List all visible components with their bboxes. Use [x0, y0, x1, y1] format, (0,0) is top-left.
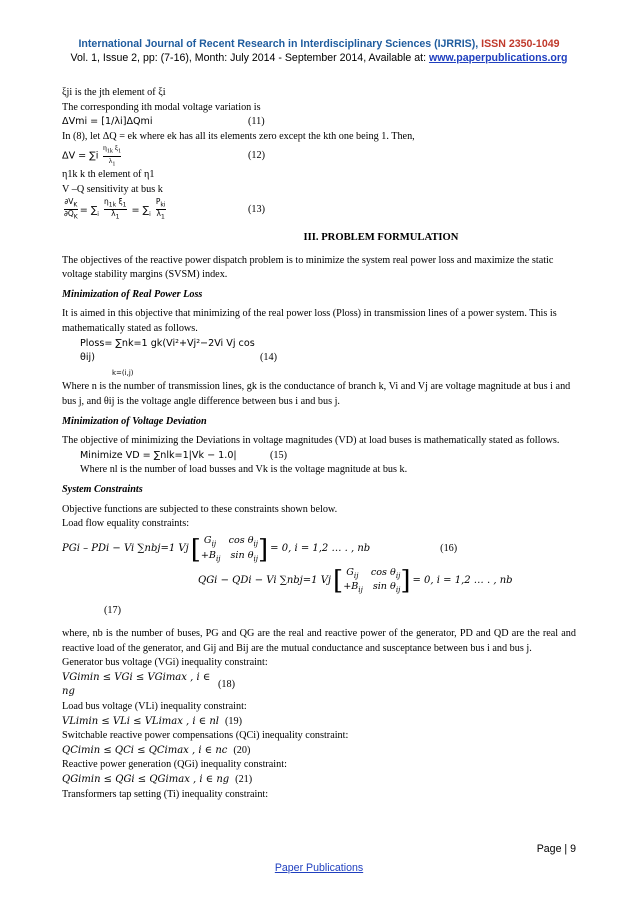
publisher-link[interactable]: Paper Publications [274, 862, 364, 874]
equation-12 [62, 144, 576, 168]
matrix: [ $G_{ij}$ $\cos \theta_{ij}$ $+B_{ij}$ $\sin \theta_{ij}$ ] [333, 566, 411, 597]
equation-subscript: k=(i,j) [112, 368, 134, 377]
paragraph: Generator bus voltage (VGi) inequality constraint: [62, 657, 268, 669]
page-number: Page | 9 [536, 843, 576, 855]
paragraph: Objective functions are subjected to these constraints shown below. [62, 503, 338, 515]
equation-body: QGimin ≤ QGi ≤ QGimax , i ∈ ng [62, 773, 230, 785]
equation-body: Minimize VD = ∑nlk=1|Vk − 1.0| [80, 449, 237, 461]
paragraph: Reactive power generation (QGi) inequality constraint: [62, 759, 287, 771]
equation-number: (21) [235, 773, 253, 785]
text-line: V –Q sensitivity at bus k [62, 183, 163, 195]
equation-number: (15) [270, 449, 287, 461]
equation-17 [198, 567, 576, 597]
equation-14 [62, 337, 576, 381]
equation-rhs: = 0, i = 1,2 … . , nb [412, 575, 513, 587]
equation-16 [62, 535, 576, 565]
paragraph: The objective of minimizing the Deviations in voltage magnitudes (VD) at load buses is mathematically stated as follows. [62, 435, 560, 447]
page-content [62, 86, 576, 802]
paragraph: Switchable reactive power compensations (QCi) inequality constraint: [62, 730, 349, 742]
equation-11 [62, 115, 576, 130]
journal-header [0, 38, 638, 50]
paragraph: where, nb is the number of buses, PG and QG are the real and reactive power of the generator, PD and QD are the real and reactive load of the generator, and Gij and Bij are the mutual conductance and susceptance between bus i and bus j. [62, 627, 576, 654]
text-line: The corresponding ith modal voltage variation is [62, 101, 261, 113]
equation-rhs: = 0, i = 1,2 … . , nb [270, 543, 371, 555]
volume-info: Vol. 1, Issue 2, pp: (7-16), Month: July 2014 - September 2014, Available at: [70, 52, 427, 64]
equation-body: VGimin ≤ VGi ≤ VGimax , i ∈ ng [62, 671, 211, 698]
equation-number: (20) [233, 744, 251, 756]
equation-body: ΔV = ∑i [62, 150, 99, 162]
subheading: Minimization of Voltage Deviation [62, 415, 207, 427]
equation-body: QGi − QDi − Vi ∑nbj=1 Vj [198, 575, 332, 587]
equation-19 [62, 715, 576, 730]
volume-line [0, 52, 638, 64]
equation-number: (18) [218, 679, 235, 691]
equation-body: ΔVmi = [1/λi]ΔQmi [62, 116, 153, 128]
matrix: [ $G_{ij}$ $\cos \theta_{ij}$ $+B_{ij}$ $\sin \theta_{ij}$ ] [190, 534, 269, 565]
equation-body: VLimin ≤ VLi ≤ VLimax , i ∈ nl [62, 715, 219, 727]
subheading: Minimization of Real Power Loss [62, 288, 203, 300]
paragraph: Where nl is the number of load busses and Vk is the voltage magnitude at bus k. [80, 464, 408, 476]
paragraph: Load flow equality constraints: [62, 518, 190, 530]
equation-body: Ploss= ∑nk=1 gk(Vi²+Vj²−2Vi Vj cos θij) [80, 337, 255, 364]
paragraph: Where n is the number of transmission lines, gk is the conductance of branch k, Vi and Vj are voltage magnitude at bus i and bus j, and θij is the voltage angle difference between bus i and bus j. [62, 381, 571, 407]
equation-number: (11) [248, 116, 265, 128]
section-title: III. PROBLEM FORMULATION [303, 232, 459, 244]
equation-15 [62, 449, 576, 464]
text-line: In (8), let ΔQ = ek where ek has all its elements zero except the kth one being 1. Then, [62, 130, 415, 142]
equation-21 [62, 773, 576, 788]
paragraph: The objectives of the reactive power dispatch problem is to minimize the system real power loss and maximize the static voltage stability margins (SVSM) index. [62, 254, 554, 281]
equation-number: (19) [225, 715, 242, 727]
equation-13: $\frac{\partial V_K}{\partial Q_K}$ = $\sum_i$ $\frac{\eta_{1k} \xi_1}{\lambda_1}$ = $\sum_i$ $\frac{P_{ki}}{\lambda_1}$ (13) [64, 196, 265, 221]
equation-number: (13) [248, 203, 265, 215]
equation-number: (16) [440, 543, 458, 555]
journal-title: International Journal of Recent Research in Interdisciplinary Sciences (IJRRIS), [78, 38, 479, 50]
equation-body: QCimin ≤ QCi ≤ QCimax , i ∈ nc [62, 744, 228, 756]
paragraph: Load bus voltage (VLi) inequality constraint: [62, 700, 247, 712]
paragraph: Transformers tap setting (Ti) inequality constraint: [62, 788, 269, 800]
equation-number: (14) [260, 352, 277, 364]
equation-body: PGi – PDi − Vi ∑nbj=1 Vj [62, 543, 189, 555]
equation-number: (17) [104, 605, 121, 617]
fraction: $\frac{\eta_{1k} \xi_1}{\lambda_1}$ [102, 143, 122, 168]
equation-number: (12) [248, 150, 265, 162]
equation-20 [62, 744, 576, 759]
subheading: System Constraints [62, 483, 143, 495]
text-line: η1k k th element of η1 [62, 169, 155, 181]
text-line: ξji is the jth element of ξi [62, 87, 166, 98]
issn: ISSN 2350-1049 [481, 38, 560, 50]
equation-18 [62, 671, 576, 700]
journal-url-link[interactable]: www.paperpublications.org [428, 52, 568, 64]
paragraph: It is aimed in this objective that minimizing of the real power loss (Ploss) in transmission lines of a power system. This is mathematically stated as follows. [62, 308, 557, 335]
